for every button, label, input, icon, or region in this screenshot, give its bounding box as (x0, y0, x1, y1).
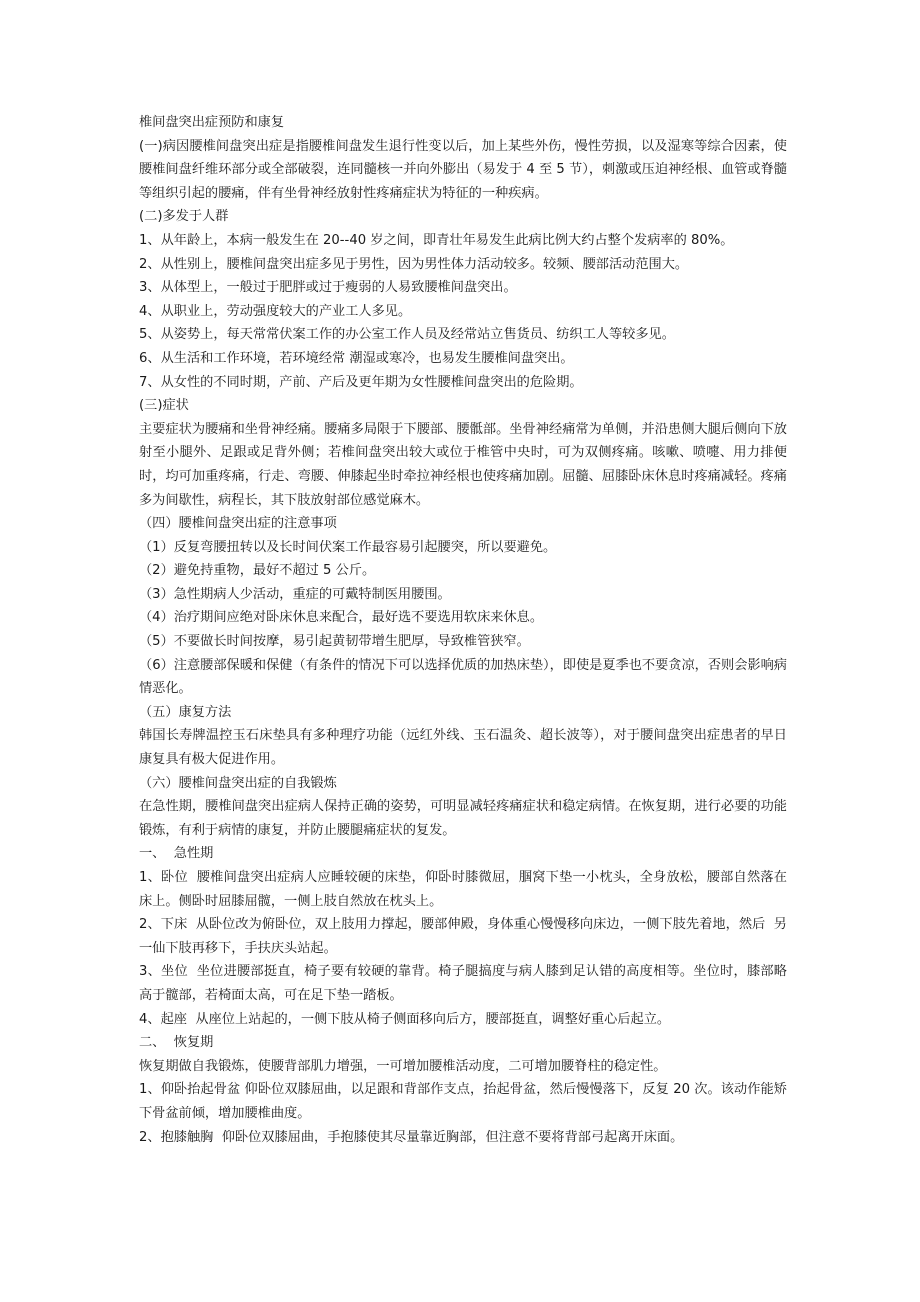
list-item: 2、从性别上，腰椎间盘突出症多见于男性，因为男性体力活动较多。较频、腰部活动范围大。 (139, 256, 689, 272)
heading-symptoms: (三)症状 (139, 398, 189, 414)
list-item: （3）急性期病人少活动，重症的可戴特制医用腰围。 (139, 586, 451, 602)
heading-rehabilitation: （五）康复方法 (139, 704, 232, 720)
document-title: 椎间盘突出症预防和康复 (139, 115, 285, 130)
list-item: （2）避免持重物，最好不超过 5 公斤。 (139, 563, 376, 579)
heading-population: (二)多发于人群 (139, 209, 229, 225)
list-item: （6）注意腰部保暖和保健（有条件的情况下可以选择优质的加热床垫），即使是夏季也不要贪凉，否则会影响病情恶化。 (139, 657, 787, 697)
list-item: 3、从体型上，一般过于肥胖或过于瘦弱的人易致腰椎间盘突出。 (139, 280, 517, 296)
list-item: 1、从年龄上，本病一般发生在 20--40 岁之间，即青壮年易发生此病比例大约占整个发病率的 80%。 (139, 232, 734, 248)
list-item: 3、坐位 坐位进腰部挺直，椅子要有较硬的靠背。椅子腿搞度与病人膝到足认错的高度相等。坐位时，膝部略高于髋部，若椅面太高，可在足下垫一踏板。 (139, 964, 787, 1003)
heading-precautions: （四）腰椎间盘突出症的注意事项 (139, 516, 337, 532)
list-item: 6、从生活和工作环境，若环境经常 潮湿或寒冷，也易发生腰椎间盘突出。 (139, 350, 574, 366)
list-item: 2、下床 从卧位改为俯卧位，双上肢用力撑起，腰部伸殿，身体重心慢慢移向床边，一侧下肢先着地，然后 另一仙下肢再移下，手扶庆头站起。 (139, 917, 787, 956)
list-item: （4）治疗期间应绝对卧床休息来配合，最好选不要选用软床来休息。 (139, 610, 544, 626)
paragraph-recovery-intro: 恢复期做自我锻炼，使腰背部肌力增强，一可增加腰椎活动度，二可增加腰脊柱的稳定性。 (139, 1058, 667, 1074)
list-item: 1、卧位 腰椎间盘突出症病人应睡较硬的床垫，仰卧时膝微屈，腘窝下垫一小枕头，全身放松，腰部自然落在床上。侧卧时屈膝屈髋，一侧上肢自然放在枕头上。 (139, 870, 787, 909)
list-item: 5、从姿势上，每天常常伏案工作的办公室工作人员及经常站立售货员、纺织工人等较多见。 (139, 327, 675, 343)
paragraph-rehabilitation: 韩国长寿牌温控玉石床垫具有多种理疗功能（远红外线、玉石温灸、超长波等），对于腰间盘突出症患者的早日康复具有极大促进作用。 (139, 728, 787, 768)
list-item: 4、从职业上，劳动强度较大的产业工人多见。 (139, 303, 412, 319)
heading-self-exercise: （六）腰椎间盘突出症的自我锻炼 (139, 775, 337, 791)
list-item: （1）反复弯腰扭转以及长时间伏案工作最容易引起腰突，所以要避免。 (139, 539, 557, 555)
list-item: 7、从女性的不同时期，产前、产后及更年期为女性腰椎间盘突出的危险期。 (139, 374, 583, 390)
paragraph-symptoms: 主要症状为腰痛和坐骨神经痛。腰痛多局限于下腰部、腰骶部。坐骨神经痛常为单侧，并沿患侧大腿后侧向下放射至小腿外、足跟或足背外侧；若椎间盘突出较大或位于椎管中央时，可为双侧疼痛。咳嗽、喷嚏、用力排便时，均可加重疼痛，行走、弯腰、伸膝起坐时牵拉神经根也使疼痛加剧。屈髓、屈膝卧床休息时疼痛减轻。疼痛多为间歇性，病程长，其下肢放射部位感觉麻木。 (139, 421, 787, 508)
paragraph-cause: (一)病因腰椎间盘突出症是指腰椎间盘发生退行性变以后，加上某些外伤，慢性劳损，以及湿寒等综合因素，使腰椎间盘纤维环部分或全部破裂，连同髓核一并向外膨出（易发于 4 至 5 节），刺激或压迫神经根、血管或脊髓等组织引起的腰痛，伴有坐骨神经放射性疼痛症状为特征的一种疾病。 (139, 138, 787, 201)
subheading-acute-phase: 一、 急性期 (139, 846, 214, 862)
subheading-recovery-phase: 二、 恢复期 (139, 1035, 214, 1051)
list-item: 2、抱膝触胸 仰卧位双膝屈曲，手抱膝使其尽量靠近胸部，但注意不要将背部弓起离开床面。 (139, 1129, 684, 1145)
list-item: 1、仰卧抬起骨盆 仰卧位双膝屈曲，以足跟和背部作支点，抬起骨盆，然后慢慢落下，反复 20 次。该动作能矫下骨盆前倾，增加腰椎曲度。 (139, 1082, 787, 1121)
list-item: 4、起座 从座位上站起的，一侧下肢从椅子侧面移向后方，腰部挺直，调整好重心后起立。 (139, 1011, 671, 1027)
paragraph-self-exercise: 在急性期，腰椎间盘突出症病人保持正确的姿势，可明显减轻疼痛症状和稳定病情。在恢复期，进行必要的功能锻炼，有利于病情的康复，并防止腰腿痛症状的复发。 (139, 799, 787, 838)
document-body (139, 111, 787, 1149)
list-item: （5）不要做长时间按摩，易引起黄韧带增生肥厚，导致椎管狭窄。 (139, 634, 530, 650)
